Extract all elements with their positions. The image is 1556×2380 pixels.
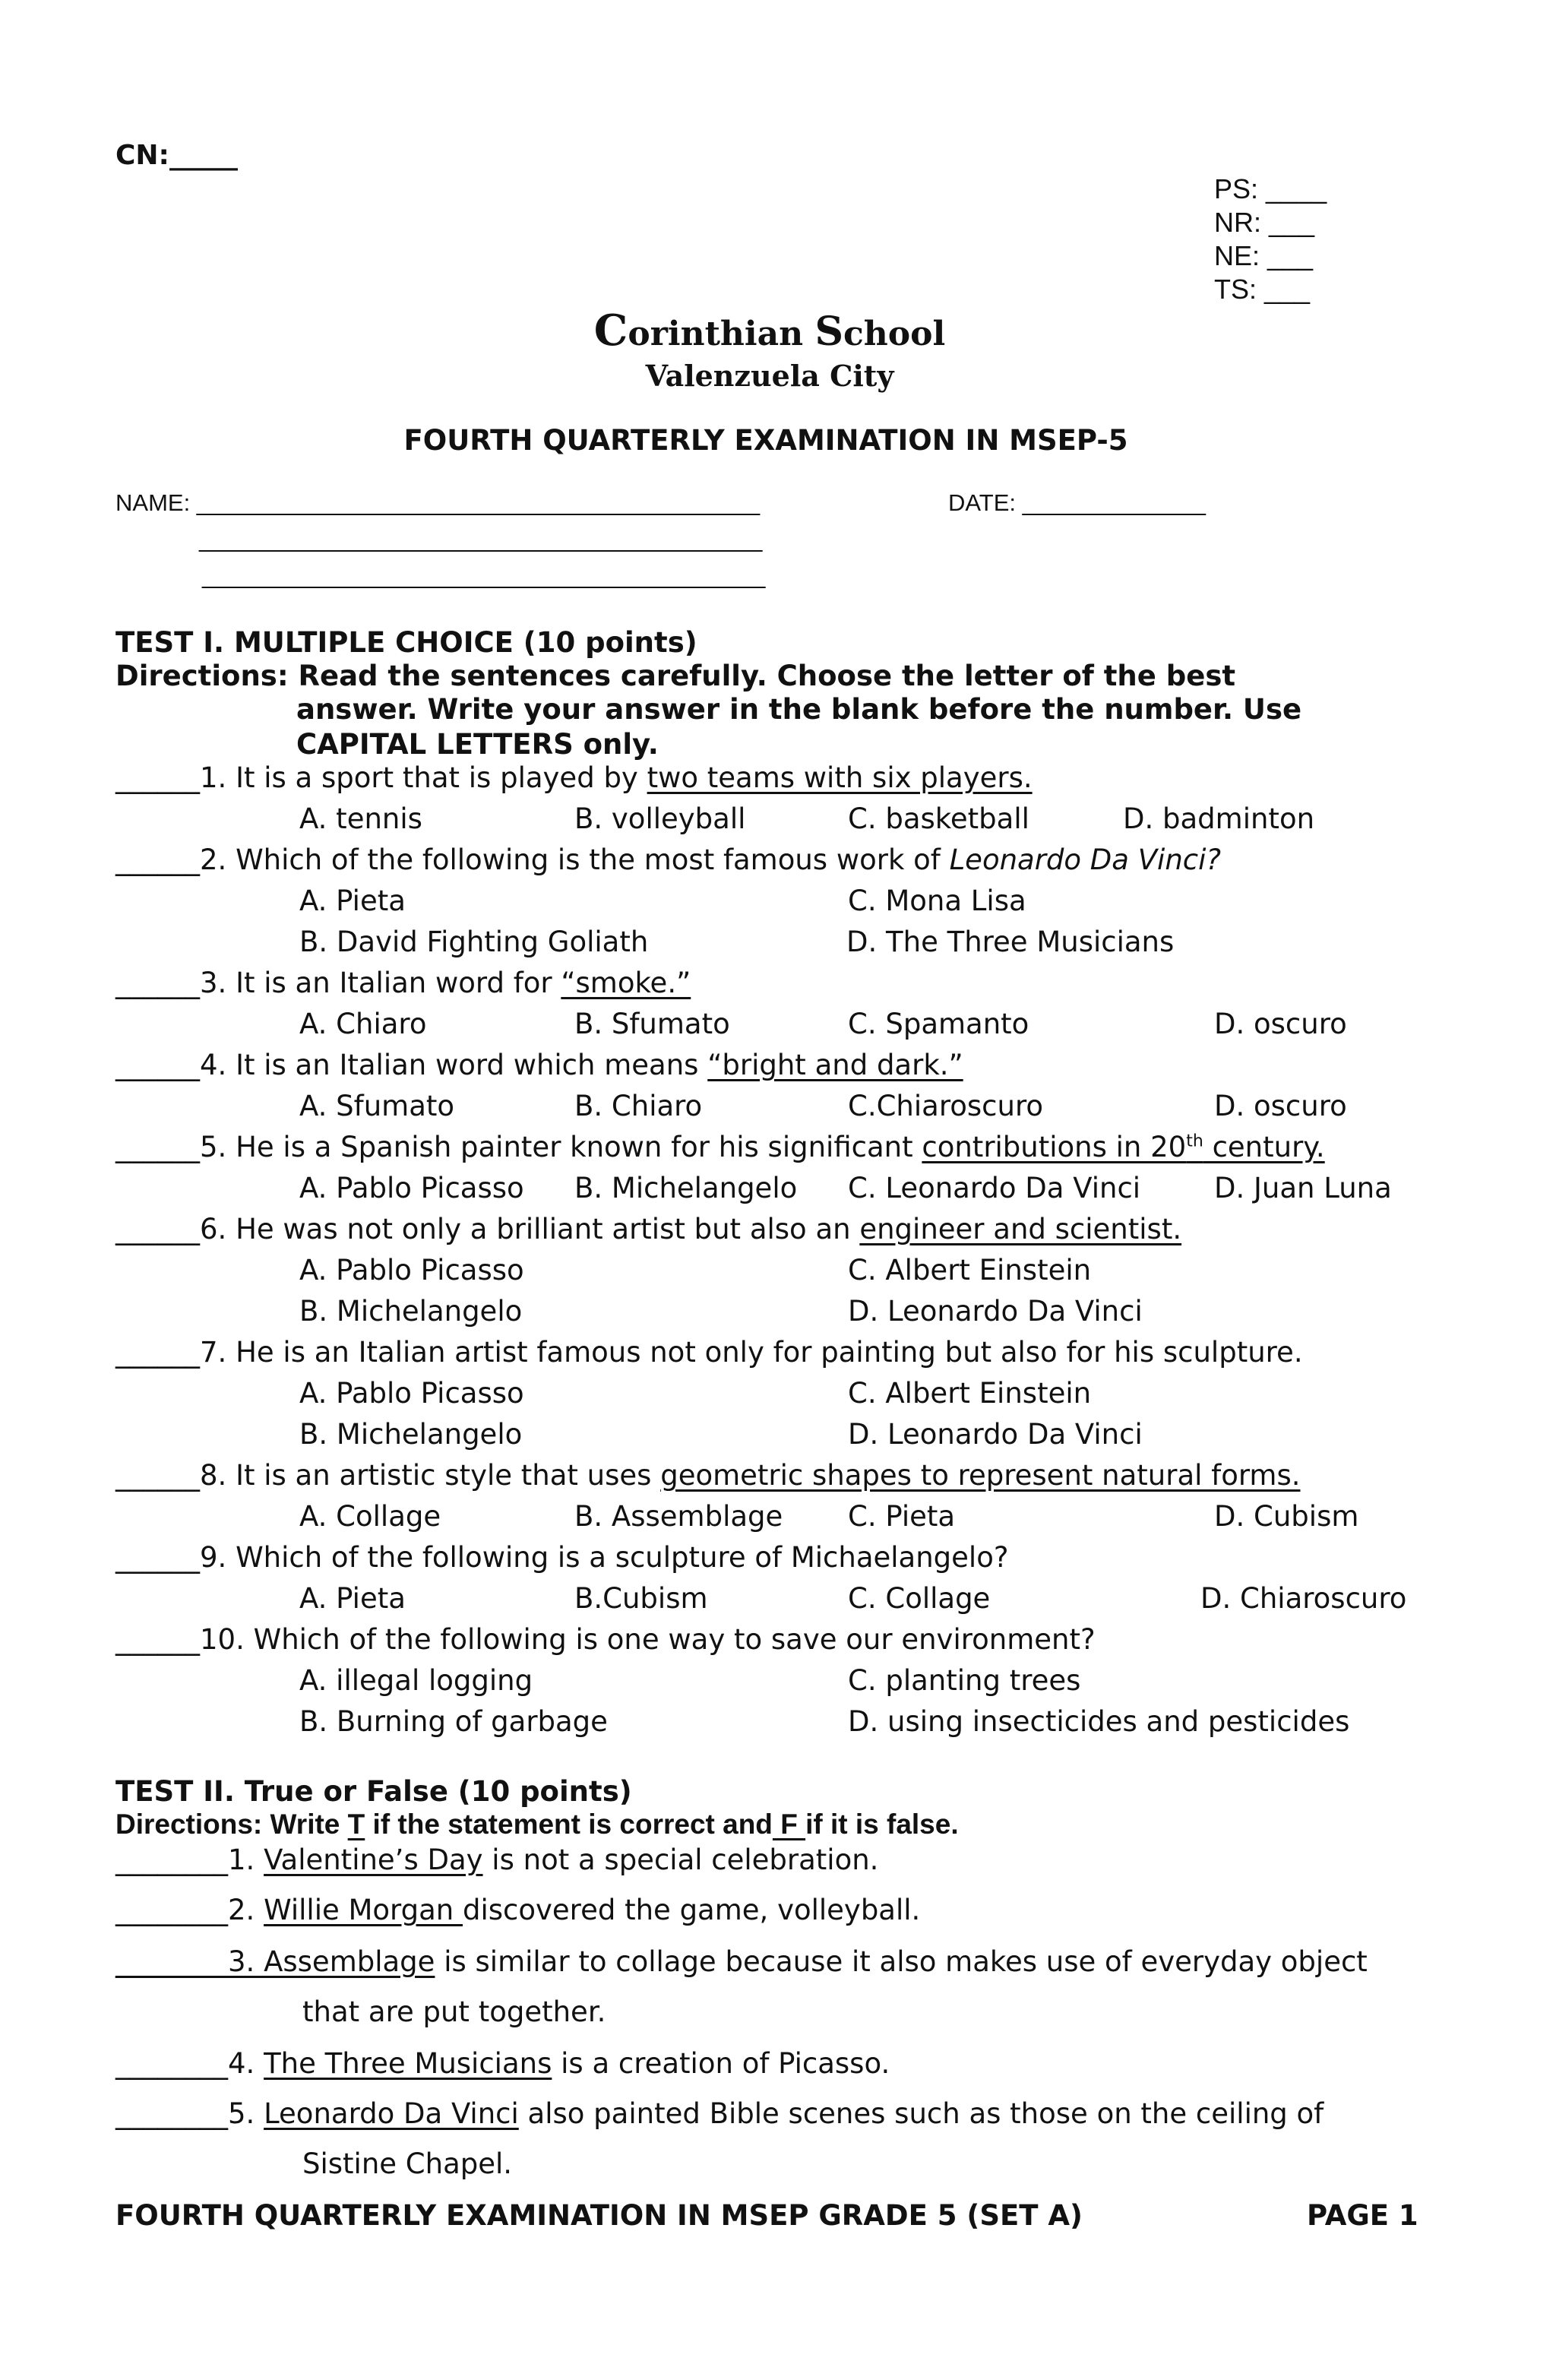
test1-directions-3: CAPITAL LETTERS only. bbox=[296, 728, 659, 761]
question-4-underline: “bright and dark.” bbox=[707, 1049, 963, 1081]
q5-option-c: C. Leonardo Da Vinci bbox=[848, 1172, 1141, 1204]
tf-item-4 bbox=[115, 2047, 890, 2080]
q9-option-d: D. Chiaroscuro bbox=[1200, 1582, 1407, 1615]
tf-item-1 bbox=[115, 1844, 878, 1876]
question-1 bbox=[115, 761, 1033, 794]
q4-option-c: C.Chiaroscuro bbox=[848, 1090, 1043, 1122]
q8-option-a: A. Collage bbox=[299, 1500, 441, 1533]
question-2-italic: Leonardo Da Vinci? bbox=[949, 843, 1222, 876]
tf-item-3-text: is similar to collage because it also makes use of everyday object bbox=[435, 1945, 1368, 1978]
q6-option-c: C. Albert Einstein bbox=[848, 1254, 1092, 1287]
question-4-text: ______4. It is an Italian word which means bbox=[115, 1049, 708, 1081]
ne-field: NE: ___ bbox=[1214, 240, 1314, 271]
tf-item-4-underline: The Three Musicians bbox=[264, 2047, 552, 2080]
name-field: NAME: ___________________________________________ bbox=[115, 489, 761, 516]
question-6-text: ______6. He was not only a brilliant artist but also an bbox=[115, 1213, 860, 1245]
q7-option-b: B. Michelangelo bbox=[299, 1418, 523, 1451]
test1-directions-1: Directions: Read the sentences carefully. Choose the letter of the best bbox=[115, 660, 1236, 692]
question-7: ______7. He is an Italian artist famous not only for painting but also for his sculpture. bbox=[115, 1336, 1303, 1369]
question-8-text: ______8. It is an artistic style that uses bbox=[115, 1459, 661, 1492]
tf-item-4-number: 4. bbox=[228, 2047, 264, 2080]
test1-directions-2: answer. Write your answer in the blank before the number. Use bbox=[296, 693, 1302, 726]
q1-option-a: A. tennis bbox=[299, 802, 422, 835]
question-5-text: ______5. He is a Spanish painter known for his significant bbox=[115, 1131, 922, 1163]
tf-item-4-text: is a creation of Picasso. bbox=[552, 2047, 890, 2080]
question-5-superscript: th bbox=[1186, 1131, 1203, 1151]
school-city: Valenzuela City bbox=[645, 359, 894, 393]
nr-field: NR: ___ bbox=[1214, 207, 1315, 238]
tf-item-3-blank: ________ bbox=[115, 1945, 228, 1978]
school-name bbox=[0, 305, 1539, 356]
tf-item-5 bbox=[115, 2097, 1324, 2130]
q1-option-d: D. badminton bbox=[1123, 802, 1315, 835]
tf-item-5-blank: ________ bbox=[115, 2097, 228, 2130]
tf-item-1-text: is not a special celebration. bbox=[482, 1844, 879, 1876]
tf-item-4-blank: ________ bbox=[115, 2047, 228, 2080]
q6-option-d: D. Leonardo Da Vinci bbox=[848, 1295, 1143, 1328]
question-5 bbox=[115, 1131, 1325, 1163]
tf-item-2-text: discovered the game, volleyball. bbox=[463, 1894, 921, 1926]
question-5-underline bbox=[922, 1131, 1324, 1163]
q6-option-a: A. Pablo Picasso bbox=[299, 1254, 524, 1287]
exam-title: FOURTH QUARTERLY EXAMINATION IN MSEP-5 bbox=[403, 424, 1128, 457]
tf-item-5-continuation: Sistine Chapel. bbox=[302, 2147, 513, 2180]
question-3-underline: “smoke.” bbox=[561, 967, 691, 999]
name-line-2: ___________________________________________ bbox=[199, 526, 763, 552]
question-4 bbox=[115, 1049, 963, 1081]
q9-option-c: C. Collage bbox=[848, 1582, 991, 1615]
q2-option-c: C. Mona Lisa bbox=[848, 885, 1026, 917]
test2-directions bbox=[115, 1809, 959, 1840]
tf-item-2-underline: Willie Morgan bbox=[264, 1894, 463, 1926]
q7-option-a: A. Pablo Picasso bbox=[299, 1377, 524, 1410]
school-initial-c: C bbox=[593, 305, 628, 356]
q10-option-c: C. planting trees bbox=[848, 1664, 1081, 1697]
tf-item-3-continuation: that are put together. bbox=[302, 1995, 606, 2028]
q9-option-b: B.Cubism bbox=[574, 1582, 708, 1615]
tf-item-1-underline: Valentine’s Day bbox=[264, 1844, 483, 1876]
q8-option-c: C. Pieta bbox=[848, 1500, 956, 1533]
q5-option-b: B. Michelangelo bbox=[574, 1172, 798, 1204]
footer-exam-label: FOURTH QUARTERLY EXAMINATION IN MSEP GRADE 5 (SET A) bbox=[115, 2199, 1083, 2232]
q10-option-b: B. Burning of garbage bbox=[299, 1705, 608, 1738]
question-6 bbox=[115, 1213, 1181, 1245]
question-3 bbox=[115, 967, 691, 999]
test2-directions-part1: Directions: Write bbox=[115, 1809, 348, 1840]
question-3-text: ______3. It is an Italian word for bbox=[115, 967, 561, 999]
question-8-underline: geometric shapes to represent natural forms. bbox=[660, 1459, 1301, 1492]
ps-field: PS: ____ bbox=[1214, 173, 1327, 204]
ts-field: TS: ___ bbox=[1214, 274, 1311, 305]
q1-option-c: C. basketball bbox=[848, 802, 1029, 835]
cn-field: CN:_____ bbox=[115, 140, 238, 171]
test2-title: TEST II. True or False (10 points) bbox=[115, 1775, 632, 1808]
question-1-text: ______1. It is a sport that is played by bbox=[115, 761, 647, 794]
q9-option-a: A. Pieta bbox=[299, 1582, 406, 1615]
q3-option-d: D. oscuro bbox=[1214, 1008, 1347, 1040]
school-name-part1: orinthian bbox=[628, 315, 815, 353]
q3-option-c: C. Spamanto bbox=[848, 1008, 1029, 1040]
q2-option-a: A. Pieta bbox=[299, 885, 406, 917]
test2-directions-t: T bbox=[347, 1809, 365, 1840]
school-initial-s: S bbox=[814, 309, 844, 355]
q5-option-a: A. Pablo Picasso bbox=[299, 1172, 524, 1204]
date-field: DATE: ______________ bbox=[948, 489, 1206, 516]
question-6-underline: engineer and scientist. bbox=[859, 1213, 1182, 1245]
q4-option-a: A. Sfumato bbox=[299, 1090, 455, 1122]
q3-option-a: A. Chiaro bbox=[299, 1008, 427, 1040]
name-line-3: ___________________________________________ bbox=[202, 562, 766, 589]
q4-option-d: D. oscuro bbox=[1214, 1090, 1347, 1122]
tf-item-5-text: also painted Bible scenes such as those on the ceiling of bbox=[518, 2097, 1324, 2130]
q10-option-d: D. using insecticides and pesticides bbox=[848, 1705, 1350, 1738]
footer-page-number: PAGE 1 bbox=[1307, 2199, 1418, 2232]
tf-item-5-number: 5. bbox=[228, 2097, 264, 2130]
q4-option-b: B. Chiaro bbox=[574, 1090, 703, 1122]
tf-item-2-blank: ________ bbox=[115, 1894, 228, 1926]
q8-option-b: B. Assemblage bbox=[574, 1500, 783, 1533]
question-1-underline: two teams with six players. bbox=[647, 761, 1033, 794]
q5-option-d: D. Juan Luna bbox=[1214, 1172, 1392, 1204]
tf-item-2 bbox=[115, 1894, 920, 1926]
q1-option-b: B. volleyball bbox=[574, 802, 746, 835]
tf-item-1-number: 1. bbox=[228, 1844, 264, 1876]
test2-directions-part3: if it is false. bbox=[805, 1809, 959, 1840]
question-5-underline-part1: contributions in 20 bbox=[922, 1131, 1187, 1163]
q7-option-c: C. Albert Einstein bbox=[848, 1377, 1092, 1410]
tf-item-3-underline: 3. Assemblage bbox=[228, 1945, 435, 1978]
tf-item-1-blank: ________ bbox=[115, 1844, 228, 1876]
test1-title: TEST I. MULTIPLE CHOICE (10 points) bbox=[115, 626, 697, 659]
question-2-text: ______2. Which of the following is the most famous work of bbox=[115, 843, 950, 876]
question-8 bbox=[115, 1459, 1300, 1492]
q2-option-b: B. David Fighting Goliath bbox=[299, 926, 649, 958]
q3-option-b: B. Sfumato bbox=[574, 1008, 730, 1040]
q10-option-a: A. illegal logging bbox=[299, 1664, 533, 1697]
q8-option-d: D. Cubism bbox=[1214, 1500, 1359, 1533]
school-name-part2: chool bbox=[843, 315, 946, 353]
test2-directions-f: F bbox=[772, 1809, 806, 1840]
q7-option-d: D. Leonardo Da Vinci bbox=[848, 1418, 1143, 1451]
q2-option-d: D. The Three Musicians bbox=[846, 926, 1175, 958]
q6-option-b: B. Michelangelo bbox=[299, 1295, 523, 1328]
question-10: ______10. Which of the following is one way to save our environment? bbox=[115, 1623, 1096, 1656]
test2-directions-part2: if the statement is correct and bbox=[365, 1809, 773, 1840]
question-2 bbox=[115, 843, 1221, 876]
question-9: ______9. Which of the following is a sculpture of Michaelangelo? bbox=[115, 1541, 1009, 1574]
tf-item-2-number: 2. bbox=[228, 1894, 264, 1926]
tf-item-5-underline: Leonardo Da Vinci bbox=[264, 2097, 519, 2130]
question-5-underline-part2: century. bbox=[1203, 1131, 1325, 1163]
tf-item-3 bbox=[115, 1945, 1368, 1978]
